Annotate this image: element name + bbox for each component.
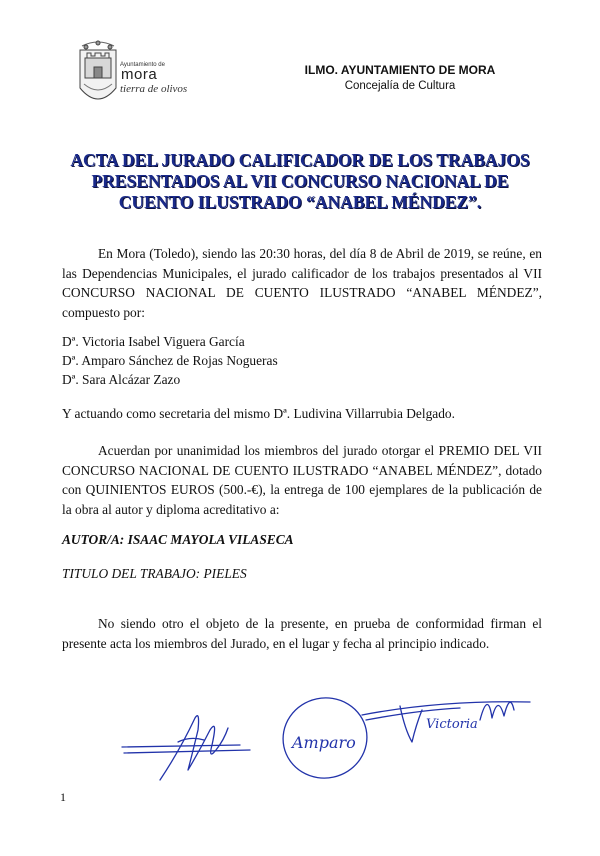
title-line-2: PRESENTADOS AL VII CONCURSO NACIONAL DE [91, 171, 509, 191]
title-line-1: ACTA DEL JURADO CALIFICADOR DE LOS TRABAJOS [70, 150, 530, 170]
intro-paragraph: En Mora (Toledo), siendo las 20:30 horas, del día 8 de Abril de 2019, se reúne, en las Dependencias Municipales, el jurado calificador de los trabajos presentados al VII CONCURSO NACIONAL DE CUENTO ILUSTRADO “ANABEL MÉNDEZ”, compuesto por: [62, 246, 542, 320]
page-number: 1 [60, 790, 66, 804]
closing-paragraph: No siendo otro el objeto de la presente, en prueba de conformidad firman el presente acta los miembros del Jurado, en el lugar y fecha al principio indicado. [62, 616, 542, 651]
signature-3 [362, 702, 530, 742]
organization-name: ILMO. AYUNTAMIENTO DE MORA [304, 63, 496, 77]
logo-tagline: tierra de olivos [120, 83, 188, 95]
logo-name: mora [121, 66, 158, 83]
jury-member-2: Dª. Amparo Sánchez de Rojas Nogueras [62, 353, 278, 368]
signature-3-text: Victoria [426, 717, 478, 732]
work-title: PIELES [203, 566, 247, 581]
title-line-3: CUENTO ILUSTRADO “ANABEL MÉNDEZ”. [118, 192, 482, 212]
signature-1 [122, 716, 250, 780]
award-paragraph: Acuerdan por unanimidad los miembros del jurado otorgar el PREMIO DEL VII CONCURSO NACIONAL DE CUENTO ILUSTRADO “ANABEL MÉNDEZ”, dotado con QUINIENTOS EUROS (500.-€), la entrega de 100 ejemplares de la publicación de la obra al autor y diploma acreditativo a: [62, 443, 542, 517]
author-label: AUTOR/A: [62, 532, 125, 547]
jury-member-3: Dª. Sara Alcázar Zazo [62, 372, 181, 387]
work-label: TITULO DEL TRABAJO: [62, 566, 201, 581]
secretary-paragraph: Y actuando como secretaria del mismo Dª. Ludivina Villarrubia Delgado. [62, 406, 455, 421]
author-line [62, 530, 294, 550]
document-title [40, 150, 560, 213]
jury-member-1: Dª. Victoria Isabel Viguera García [62, 334, 245, 349]
jury-signatures [100, 670, 540, 800]
logo-caption: Ayuntamiento de [120, 62, 165, 68]
department-name: Concejalía de Cultura [344, 80, 456, 92]
signature-2-text: Amparo [292, 733, 356, 752]
work-title-line [62, 564, 247, 584]
author-name: ISAAC MAYOLA VILASECA [127, 532, 294, 547]
